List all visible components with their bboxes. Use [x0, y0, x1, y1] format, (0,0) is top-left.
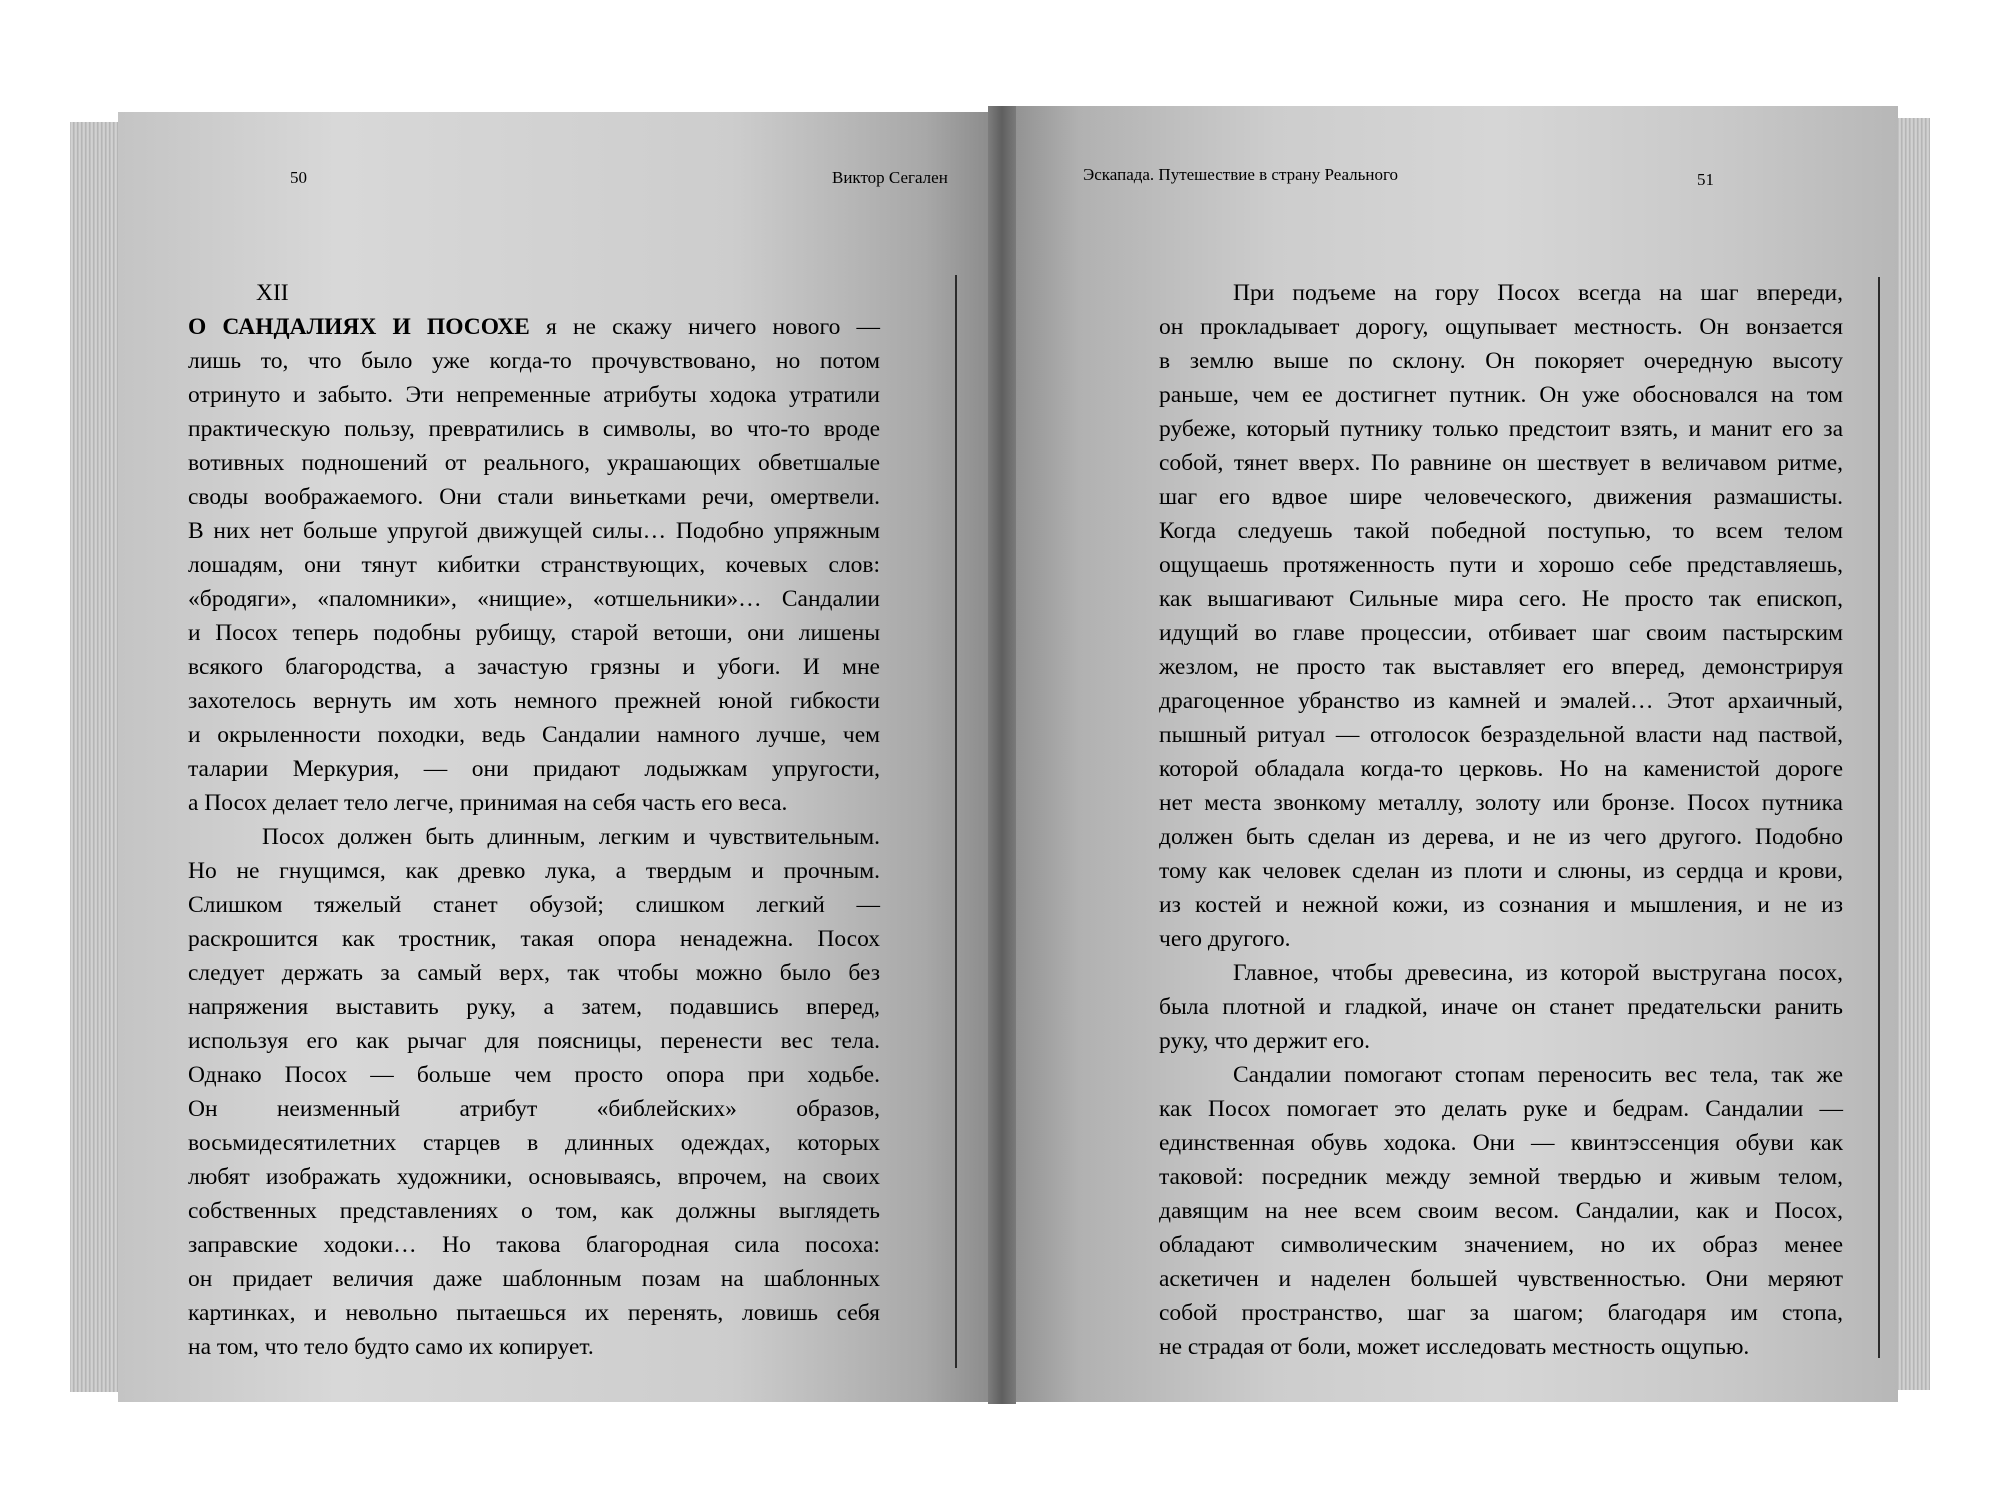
text-line: руку, что держит его. [1159, 1028, 1371, 1054]
text-line: таларии Меркурия, — они придают лодыжкам упругости, [188, 756, 880, 782]
text-line: Однако Посох — больше чем просто опора при ходьбе. [188, 1062, 880, 1088]
text-line: Сандалии помогают стопам переносить вес тела, так же [1233, 1062, 1843, 1088]
right-running-head: Эскапада. Путешествие в страну Реального [1083, 165, 1399, 184]
text-line-rest: я не скажу ничего нового — [529, 314, 880, 340]
text-line: драгоценное убранство из камней и эмалей… Этот архаичный, [1159, 688, 1843, 714]
left-running-head: Виктор Сегален [832, 168, 948, 187]
right-page-text [1159, 276, 1843, 1364]
text-line: лошадям, они тянут кибитки странствующих, кочевых слов: [188, 552, 880, 578]
text-line: он придает величия даже шаблонным позам на шаблонных [188, 1266, 880, 1292]
text-line: на том, что тело будто само их копирует. [188, 1334, 594, 1360]
text-line: аскетичен и наделен большей чувственностью. Они меряют [1159, 1266, 1843, 1292]
text-line: рубеже, который путнику только предстоит взять, и манит его за [1159, 416, 1843, 442]
text-line: Но не гнущимся, как древко лука, а твердым и прочным. [188, 858, 880, 884]
text-line: вотивных подношений от реального, украшающих обветшалые [188, 450, 880, 476]
text-line: в землю выше по склону. Он покоряет очередную высоту [1159, 348, 1843, 374]
text-line: обладают символическим значением, но их образ менее [1159, 1232, 1843, 1258]
text-line: а Посох делает тело легче, принимая на себя часть его веса. [188, 790, 788, 816]
text-line: раньше, чем ее достигнет путник. Он уже обосновался на том [1159, 382, 1843, 408]
right-page-number: 51 [1697, 170, 1714, 189]
book-gutter [988, 106, 1016, 1404]
text-line: отринуто и забыто. Эти непременные атрибуты ходока утратили [188, 382, 880, 408]
left-page-text [188, 276, 880, 1364]
text-line: Посох должен быть длинным, легким и чувствительным. [262, 824, 880, 850]
text-line: восьмидесятилетних старцев в длинных одеждах, которых [188, 1130, 880, 1156]
text-line: как вышагивают Сильные мира сего. Не просто так епископ, [1159, 586, 1843, 612]
text-line: как Посох помогает это делать руке и бедрам. Сандалии — [1159, 1096, 1843, 1122]
text-line: собственных представлениях о том, как должны выглядеть [188, 1198, 880, 1224]
text-line: практическую пользу, превратились в символы, во что-то вроде [188, 416, 880, 442]
text-line: картинках, и невольно пытаешься их перенять, ловишь себя [188, 1300, 880, 1326]
text-line: раскрошится как тростник, такая опора ненадежна. Посох [188, 926, 880, 952]
text-line: Он неизменный атрибут «библейских» образов, [188, 1096, 880, 1122]
text-line: единственная обувь ходока. Они — квинтэссенция обуви как [1159, 1130, 1843, 1156]
left-page-number: 50 [290, 168, 307, 187]
text-line: не страдая от боли, может исследовать местность ощупью. [1159, 1334, 1750, 1360]
text-line: он прокладывает дорогу, ощупывает местность. Он вонзается [1159, 314, 1843, 340]
text-line: своды воображаемого. Они стали виньетками речи, омертвели. [188, 484, 880, 510]
text-line: При подъеме на гору Посох всегда на шаг впереди, [1233, 280, 1843, 306]
text-line: Слишком тяжелый станет обузой; слишком легкий — [188, 892, 880, 918]
text-line: В них нет больше упругой движущей силы… Подобно упряжным [188, 518, 880, 544]
text-line: давящим на нее всем своим весом. Сандалии, как и Посох, [1159, 1198, 1843, 1224]
text-line: собой пространство, шаг за шагом; благодаря им стопа, [1159, 1300, 1843, 1326]
right-page-rule [1878, 277, 1880, 1358]
text-line: чего другого. [1159, 926, 1291, 952]
text-line: Когда следуешь такой победной поступью, то всем телом [1159, 518, 1843, 544]
text-line: должен быть сделан из дерева, и не из чего другого. Подобно [1159, 824, 1843, 850]
text-line: таковой: посредник между земной твердью и живым телом, [1159, 1164, 1843, 1190]
text-line: лишь то, что было уже когда-то прочувствовано, но потом [188, 348, 880, 374]
text-line: тому как человек сделан из плоти и слюны, из сердца и крови, [1159, 858, 1843, 884]
text-line: любят изображать художники, основываясь, впрочем, на своих [188, 1164, 880, 1190]
text-line: следует держать за самый верх, так чтобы можно было без [188, 960, 880, 986]
text-line: пышный ритуал — отголосок безраздельной власти над паствой, [1159, 722, 1843, 748]
text-line: которой обладала когда-то церковь. Но на каменистой дороге [1159, 756, 1843, 782]
text-line: заправские ходоки… Но такова благородная сила посоха: [188, 1232, 880, 1258]
text-line: используя его как рычаг для поясницы, перенести вес тела. [188, 1028, 880, 1054]
text-line: всякого благородства, а зачастую грязны и убоги. И мне [188, 654, 880, 680]
text-line: шаг его вдвое шире человеческого, движения размашисты. [1159, 484, 1843, 510]
chapter-heading: XII [256, 280, 289, 306]
lead-in: О САНДАЛИЯХ И ПОСОХЕ [188, 314, 530, 340]
left-page-rule [955, 275, 957, 1368]
text-line: была плотной и гладкой, иначе он станет предательски ранить [1159, 994, 1843, 1020]
text-line [188, 310, 880, 344]
text-line: из костей и нежной кожи, из сознания и мышления, и не из [1159, 892, 1843, 918]
text-line: захотелось вернуть им хоть немного прежней юной гибкости [188, 688, 880, 714]
text-line: и окрыленности походки, ведь Сандалии намного лучше, чем [188, 722, 880, 748]
text-line: Главное, чтобы древесина, из которой выстругана посох, [1233, 960, 1843, 986]
text-line: ощущаешь протяженность пути и хорошо себе представляешь, [1159, 552, 1843, 578]
text-line: «бродяги», «паломники», «нищие», «отшельники»… Сандалии [188, 586, 880, 612]
text-line: жезлом, не просто так выставляет его вперед, демонстрируя [1159, 654, 1843, 680]
text-line: идущий во главе процессии, отбивает шаг своим пастырским [1159, 620, 1843, 646]
text-line: собой, тянет вверх. По равнине он шествует в величавом ритме, [1159, 450, 1843, 476]
text-line: напряжения выставить руку, а затем, подавшись вперед, [188, 994, 880, 1020]
text-line: и Посох теперь подобны рубищу, старой ветоши, они лишены [188, 620, 880, 646]
text-line: нет места звонкому металлу, золоту или бронзе. Посох путника [1159, 790, 1843, 816]
